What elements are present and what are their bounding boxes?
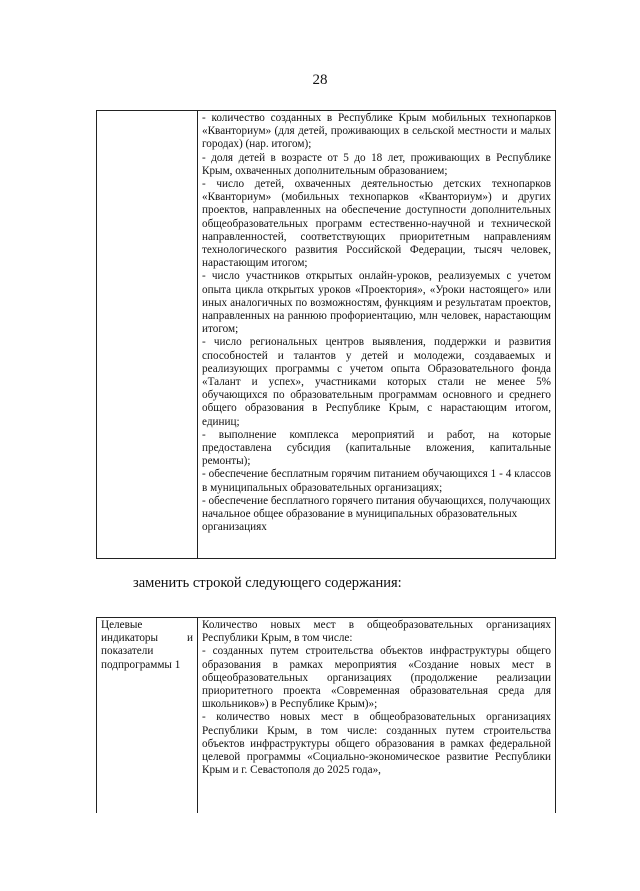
indicator-label-line — [101, 632, 193, 645]
indicators-table-old — [96, 110, 556, 559]
replace-instruction: заменить строкой следующего содержания: — [133, 575, 402, 591]
table-right-cell — [198, 111, 556, 559]
list-item: - доля детей в возрасте от 5 до 18 лет, проживающих в Республике Крым, охваченных дополнительным образованием; — [202, 151, 551, 177]
indicator-label-line: подпрограммы 1 — [101, 658, 181, 671]
indicators-table-new — [96, 617, 556, 813]
table-row — [97, 111, 556, 559]
list-item: - выполнение комплекса мероприятий и работ, на которые предоставлена субсидия (капитальные вложения, капитальные ремонты); — [202, 428, 551, 468]
indicator-label-line: Целевые — [101, 619, 143, 631]
list-item: - число участников открытых онлайн-уроков, реализуемых с учетом опыта цикла открытых уроков «Проектория», «Уроки настоящего» или иных аналогичных по возможностям, функциям и результатам проектов, направленных на раннюю профориентацию, млн человек, нарастающим итогом; — [202, 270, 551, 336]
indicator-label-line: показатели — [101, 645, 154, 658]
indicator-label-word: индикаторы — [101, 632, 159, 645]
indicator-label-word: и — [187, 632, 193, 645]
list-item: - обеспечение бесплатного горячего питания обучающихся, получающих начальное общее образование в муниципальных образовательных организациях — [202, 494, 551, 534]
list-item: - количество созданных в Республике Крым мобильных технопарков «Кванториум» (для детей, проживающих в сельской местности и малых городах) (нар. итогом); — [202, 112, 551, 151]
list-item: Количество новых мест в общеобразовательных организациях Республики Крым, в том числе: — [202, 619, 551, 645]
list-item: - созданных путем строительства объектов инфраструктуры общего образования в рамках мероприятия «Создание новых мест в общеобразовательных организациях (продолжение реализации приоритетного проекта «Современная образовательная среда для школьников») в Республике Крым)»; — [202, 645, 551, 711]
list-item: - число детей, охваченных деятельностью детских технопарков «Кванториум» (мобильных технопарков «Кванториум») и других проектов, направленных на обеспечение доступности дополнительных общеобразовательных программ естественно-научной и технической направленностей, соответствующих приоритетным направлениям технологического развития Российской Федерации, тысяч человек, нарастающим итогом; — [202, 178, 551, 270]
list-item: - обеспечение бесплатным горячим питанием обучающихся 1 - 4 классов в муниципальных образовательных организациях; — [202, 468, 551, 494]
table-left-cell — [97, 111, 198, 559]
indicator-label-cell — [97, 618, 198, 814]
list-item: - число региональных центров выявления, поддержки и развития способностей и талантов у детей и молодежи, создаваемых и реализующих программы с учетом опыта Образовательного фонда «Талант и успех», участниками которых стали не менее 5% обучающихся по образовательным программам основного и среднего общего образования в Республике Крым, с нарастающим итогом, единиц; — [202, 336, 551, 428]
table-row — [97, 618, 556, 814]
page-number: 28 — [312, 72, 328, 88]
table-right-cell — [198, 618, 556, 814]
list-item: - количество новых мест в общеобразовательных организациях Республики Крым, в том числе: созданных путем строительства объектов инфраструктуры общего образования в рамках федеральной целевой программы «Социально-экономическое развитие Республики Крым и г. Севастополя до 2025 года», — [202, 711, 551, 777]
